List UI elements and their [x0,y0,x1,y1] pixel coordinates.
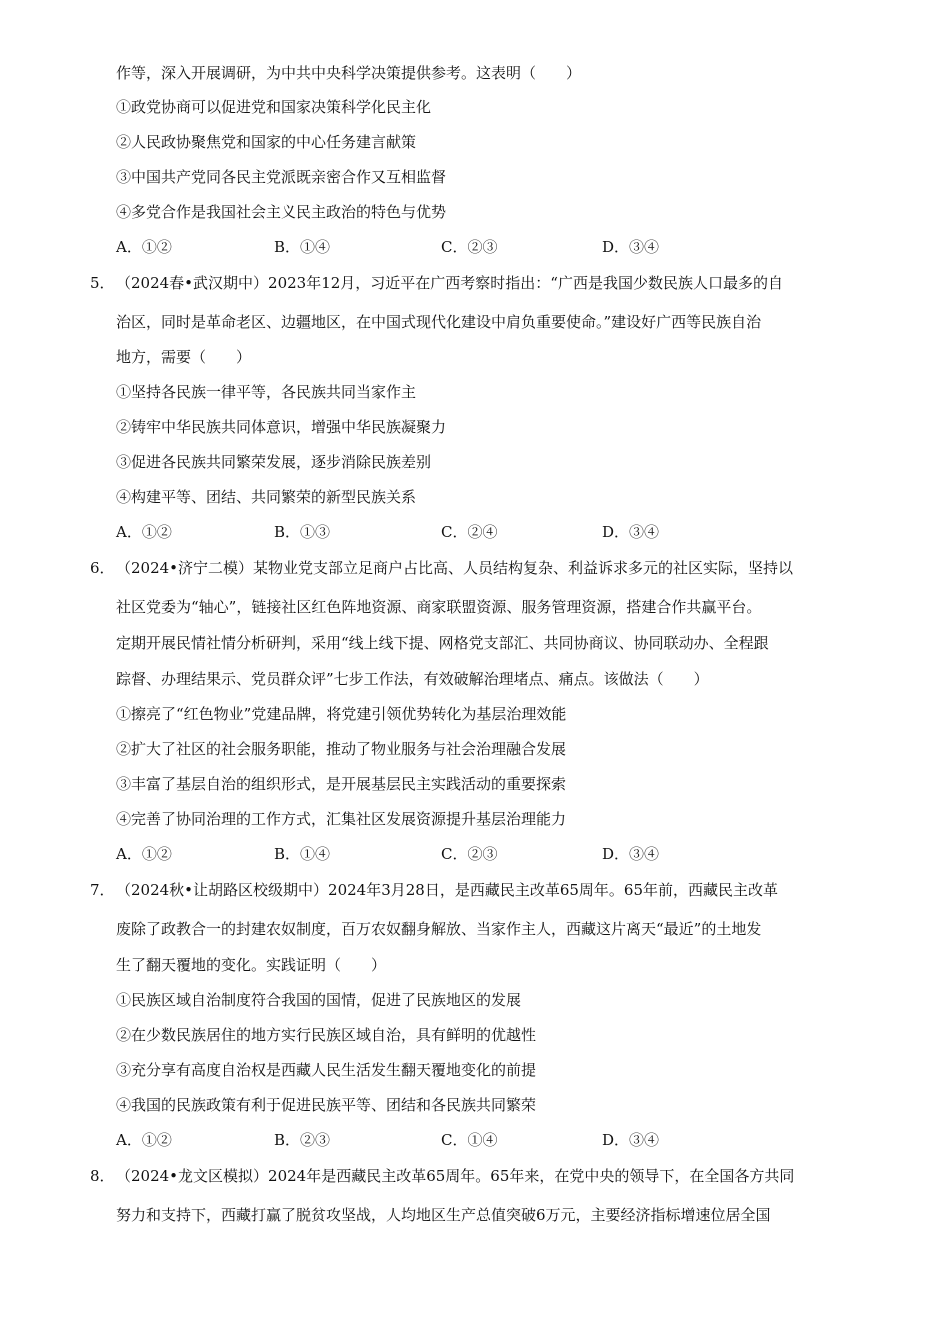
q5-option-a[interactable]: A．①② [116,523,172,541]
q4-option-d[interactable]: D．③④ [602,238,660,256]
q5-item-2: ②铸牢中华民族共同体意识，增强中华民族凝聚力 [116,418,447,436]
q5-item-3: ③促进各民族共同繁荣发展，逐步消除民族差别 [116,453,432,471]
q7-stem-line-2: 废除了政教合一的封建农奴制度，百万农奴翻身解放、当家作主人，西藏这片离天“最近”的土地发 [116,920,762,938]
q5-option-d[interactable]: D．③④ [602,523,660,541]
q6-stem-line-1: （2024•济宁二模）某物业党支部立足商户占比高、人员结构复杂、利益诉求多元的社区实际，坚持以 [116,559,794,577]
q6-item-4: ④完善了协同治理的工作方式，汇集社区发展资源提升基层治理能力 [116,810,567,828]
q5-stem-line-2: 治区，同时是革命老区、边疆地区，在中国式现代化建设中肩负重要使命。”建设好广西等民族自治 [116,313,762,331]
q6-options [116,844,816,864]
q7-options [116,1130,816,1150]
q7-item-2: ②在少数民族居住的地方实行民族区域自治，具有鲜明的优越性 [116,1026,537,1044]
q7-stem-line-1: （2024秋•让胡路区校级期中）2024年3月28日，是西藏民主改革65周年。65年前，西藏民主改革 [116,881,779,899]
q7-item-3: ③充分享有高度自治权是西藏人民生活发生翻天覆地变化的前提 [116,1061,537,1079]
q6-option-d[interactable]: D．③④ [602,845,660,863]
q5-option-b[interactable]: B．①③ [274,523,331,541]
q7-item-4: ④我国的民族政策有利于促进民族平等、团结和各民族共同繁荣 [116,1096,537,1114]
q5-stem-line-1: （2024春•武汉期中）2023年12月，习近平在广西考察时指出：“广西是我国少数民族人口最多的自 [116,274,783,292]
q7-option-a[interactable]: A．①② [116,1131,172,1149]
q6-stem-line-4: 踪督、办理结果示、党员群众评”七步工作法，有效破解治理堵点、痛点。该做法（ ） [116,670,709,688]
q8-stem-line-1: （2024•龙文区模拟）2024年是西藏民主改革65周年。65年来，在党中央的领导下，在全国各方共同 [116,1167,795,1185]
q4-option-b[interactable]: B．①④ [274,238,331,256]
q5-number: 5． [90,274,115,292]
q4-item-1: ①政党协商可以促进党和国家决策科学化民主化 [116,98,432,116]
q6-option-c[interactable]: C．②③ [441,845,498,863]
q7-number: 7． [90,881,115,899]
q4-option-c[interactable]: C．②③ [441,238,498,256]
q6-item-2: ②扩大了社区的社会服务职能，推动了物业服务与社会治理融合发展 [116,740,567,758]
q8-number: 8． [90,1167,115,1185]
q8-stem-line-2: 努力和支持下，西藏打赢了脱贫攻坚战，人均地区生产总值突破6万元，主要经济指标增速位居全国 [116,1206,771,1224]
q4-options [116,237,816,257]
q7-item-1: ①民族区域自治制度符合我国的国情，促进了民族地区的发展 [116,991,522,1009]
q4-stem-tail: 作等，深入开展调研，为中共中央科学决策提供参考。这表明（ ） [116,64,582,82]
q4-option-a[interactable]: A．①② [116,238,172,256]
q5-stem-line-3: 地方，需要（ ） [116,348,252,366]
q4-item-4: ④多党合作是我国社会主义民主政治的特色与优势 [116,203,447,221]
q4-item-3: ③中国共产党同各民主党派既亲密合作又互相监督 [116,168,447,186]
q6-option-b[interactable]: B．①④ [274,845,331,863]
q6-item-3: ③丰富了基层自治的组织形式，是开展基层民主实践活动的重要探索 [116,775,567,793]
q5-item-4: ④构建平等、团结、共同繁荣的新型民族关系 [116,488,417,506]
q6-stem-line-3: 定期开展民情社情分析研判，采用“线上线下提、网格党支部汇、共同协商议、协同联动办、全程跟 [116,634,769,652]
q6-number: 6． [90,559,115,577]
q5-item-1: ①坚持各民族一律平等，各民族共同当家作主 [116,383,417,401]
q4-item-2: ②人民政协聚焦党和国家的中心任务建言献策 [116,133,417,151]
q7-option-b[interactable]: B．②③ [274,1131,331,1149]
q6-stem-line-2: 社区党委为“轴心”，链接社区红色阵地资源、商家联盟资源、服务管理资源，搭建合作共赢平台。 [116,598,762,616]
q7-stem-line-3: 生了翻天覆地的变化。实践证明（ ） [116,956,387,974]
q5-option-c[interactable]: C．②④ [441,523,498,541]
q5-options [116,522,816,542]
q6-option-a[interactable]: A．①② [116,845,172,863]
q6-item-1: ①擦亮了“红色物业”党建品牌，将党建引领优势转化为基层治理效能 [116,705,567,723]
q7-option-d[interactable]: D．③④ [602,1131,660,1149]
q7-option-c[interactable]: C．①④ [441,1131,498,1149]
